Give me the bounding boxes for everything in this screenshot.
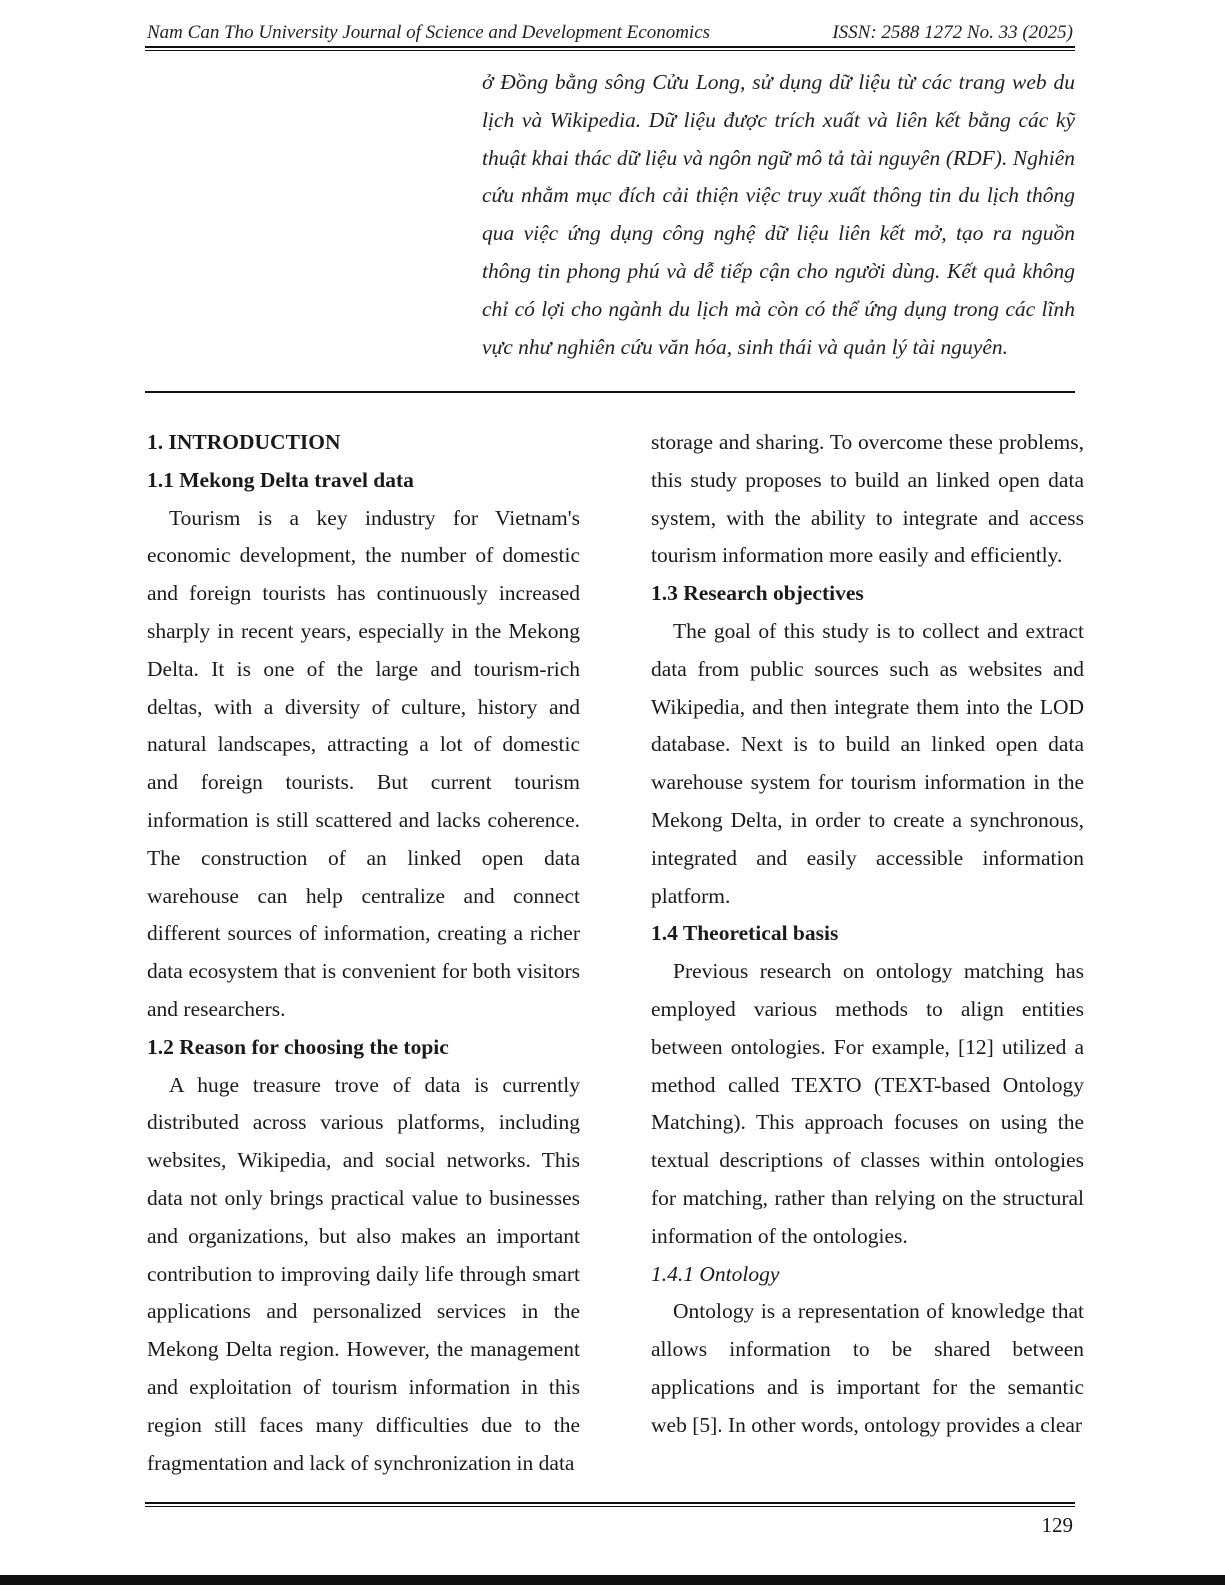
paragraph-1-1: Tourism is a key industry for Vietnam's economic development, the number of domestic and foreign tourists has continuously increased sharply in recent years, especially in the Mekong Delta. It is one of the large and tourism-rich deltas, with a diversity of culture, history and natural landscapes, attracting a lot of domestic and foreign tourists. But current tourism information is still scattered and lacks coherence. The construction of an linked open data warehouse can help centralize and connect different sources of information, creating a richer data ecosystem that is convenient for both visitors and researchers. <box>147 505 580 1021</box>
paragraph-1-4: Previous research on ontology matching has employed various methods to align entities between ontologies. For example, [12] utilized a method called TEXTO (TEXT-based Ontology Matching). This approach focuses on using the textual descriptions of classes within ontologies for matching, rather than relying on the structural information of the ontologies. <box>651 959 1084 1248</box>
bottom-edge-band <box>0 1575 1225 1585</box>
journal-name: Nam Can Tho University Journal of Science and Development Economics <box>147 22 711 43</box>
paragraph-1-4-1: Ontology is a representation of knowledge that allows information to be shared between applications and is important for the semantic web [5]. In other words, ontology provides a clear <box>651 1299 1084 1437</box>
issn-issue: ISSN: 2588 1272 No. 33 (2025) <box>832 22 1073 43</box>
paragraph-1-3: The goal of this study is to collect and extract data from public sources such as websites and Wikipedia, and then integrate them into the LOD database. Next is to build an linked open data warehouse system for tourism information in the Mekong Delta, in order to create a synchronous, integrated and easily accessible information platform. <box>651 618 1084 908</box>
subsection-title-1-3: 1.3 Research objectives <box>651 581 864 606</box>
abstract-text: ở Đồng bằng sông Cửu Long, sử dụng dữ liệu từ các trang web du lịch và Wikipedia. Dữ liệu được trích xuất và liên kết bằng các kỹ thuật khai thác dữ liệu và ngôn ngữ mô tả tài nguyên (RDF). Nghiên cứu nhằm mục đích cải thiện việc truy xuất thông tin du lịch thông qua việc ứng dụng công nghệ dữ liệu liên kết mở, tạo ra nguồn thông tin phong phú và dễ tiếp cận cho người dùng. Kết quả không chỉ có lợi cho ngành du lịch mà còn có thể ứng dụng trong các lĩnh vực như nghiên cứu văn hóa, sinh thái và quản lý tài nguyên. <box>482 70 1075 359</box>
left-column <box>147 424 580 1482</box>
footer-rule <box>145 1502 1075 1507</box>
vietnamese-abstract <box>482 64 1075 366</box>
right-column <box>651 424 1084 1445</box>
subsection-title-1-1: 1.1 Mekong Delta travel data <box>147 467 414 492</box>
page-number: 129 <box>1041 1513 1073 1537</box>
paragraph-1-2: A huge treasure trove of data is currently distributed across various platforms, including websites, Wikipedia, and social networks. This data not only brings practical value to businesses and organizations, but also makes an important contribution to improving daily life through smart applications and personalized services in the Mekong Delta region. However, the management and exploitation of tourism information in this region still faces many difficulties due to the fragmentation and lack of synchronization in data <box>147 1072 580 1475</box>
abstract-divider <box>145 391 1075 393</box>
subsection-title-1-2: 1.2 Reason for choosing the topic <box>147 1034 449 1059</box>
subsection-title-1-4: 1.4 Theoretical basis <box>651 921 839 946</box>
header-rule <box>145 46 1075 51</box>
section-title-introduction: 1. INTRODUCTION <box>147 430 341 454</box>
paragraph-1-2-continued: storage and sharing. To overcome these problems, this study proposes to build an linked open data system, with the ability to integrate and access tourism information more easily and efficiently. <box>651 430 1084 568</box>
subsubsection-title-1-4-1: 1.4.1 Ontology <box>651 1261 780 1286</box>
